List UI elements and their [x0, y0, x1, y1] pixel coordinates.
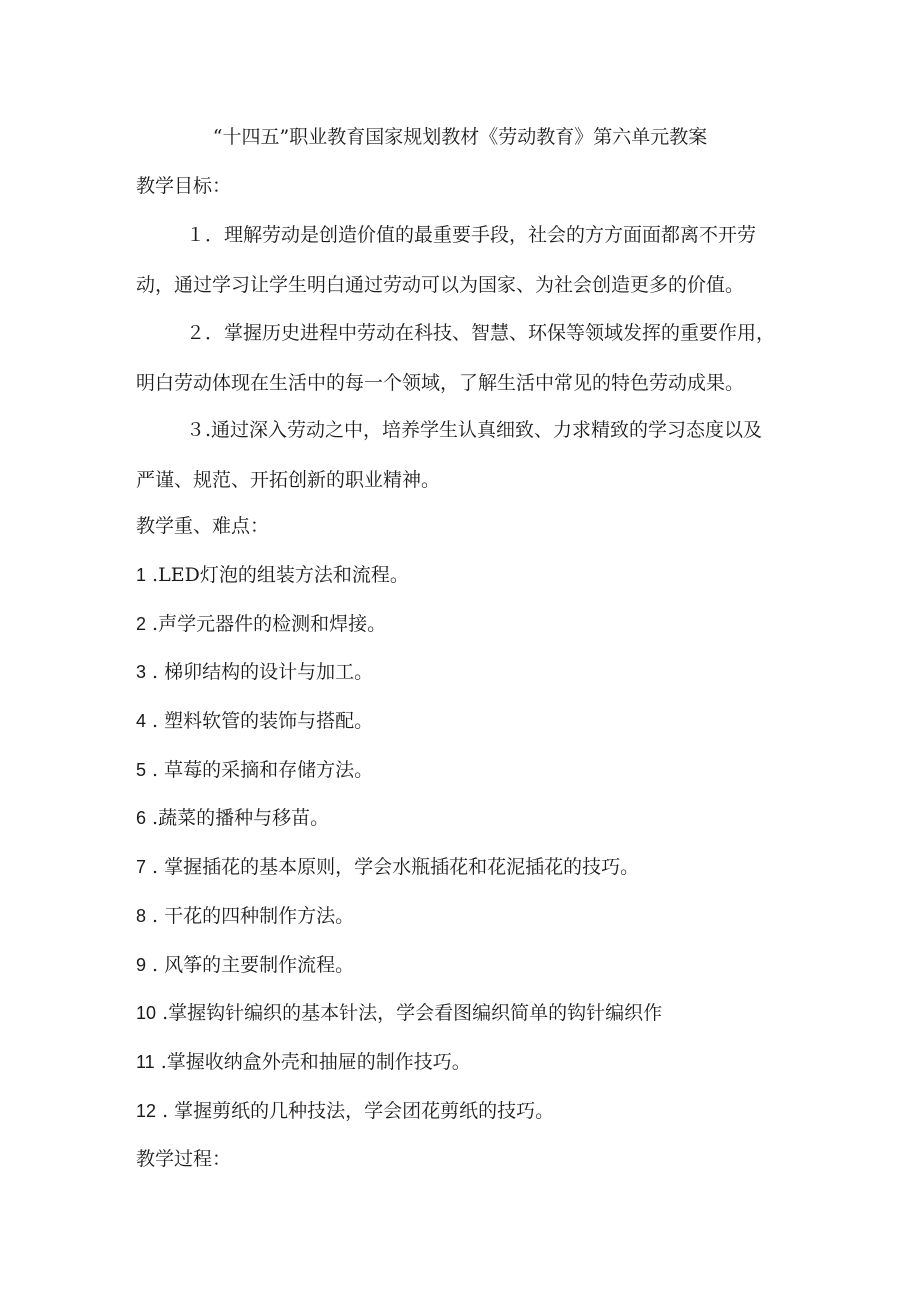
keypoint-text: . 掌握插花的基本原则，学会水瓶插花和花泥插花的技巧。 [146, 856, 640, 878]
objective-3-line-1: ３.通过深入劳动之中，培养学生认真细致、力求精致的学习态度以及 [186, 419, 763, 441]
keypoint-number: 2 [136, 614, 147, 634]
keypoint-number: 12 [136, 1101, 157, 1121]
keypoint-text: . 掌握剪纸的几种技法，学会团花剪纸的技巧。 [156, 1100, 555, 1122]
keypoint-text: . 风筝的主要制作流程。 [146, 954, 355, 976]
process-heading: 教学过程： [136, 1148, 232, 1170]
keypoint-text: . 草莓的采摘和存储方法。 [146, 759, 374, 781]
keypoint-item [136, 903, 354, 929]
keypoint-item [136, 1098, 554, 1124]
keypoint-item [136, 805, 329, 831]
keypoint-item [136, 1049, 471, 1075]
keypoint-number: 8 [136, 906, 147, 926]
keypoint-text: . 干花的四种制作方法。 [146, 905, 355, 927]
keypoint-number: 4 [136, 711, 147, 731]
keypoint-number: 7 [136, 857, 147, 877]
objective-2-line-1: ２．掌握历史进程中劳动在科技、智慧、环保等领域发挥的重要作用， [186, 322, 776, 344]
objective-1-line-2: 动，通过学习让学生明白通过劳动可以为国家、为社会创造更多的价值。 [136, 274, 745, 296]
keypoint-number: 5 [136, 760, 147, 780]
keypoint-item [136, 952, 354, 978]
keypoint-text: . 塑料软管的装饰与搭配。 [146, 710, 374, 732]
keypoint-number: 11 [136, 1052, 155, 1072]
keypoint-text: .掌握钩针编织的基本针法，学会看图编织简单的钩针编织作 [156, 1002, 663, 1024]
keypoint-text: . 梯卯结构的设计与加工。 [146, 661, 374, 683]
keypoint-number: 3 [136, 662, 147, 682]
keypoint-number: 6 [136, 808, 147, 828]
objective-1-line-1: １．理解劳动是创造价值的最重要手段，社会的方方面面都离不开劳 [186, 224, 757, 246]
keypoint-item [136, 659, 373, 685]
keypoint-item [136, 757, 373, 783]
keypoint-number: 9 [136, 955, 147, 975]
document-title: “十四五”职业教育国家规划教材《劳动教育》第六单元教案 [212, 126, 708, 148]
keypoints-heading: 教学重、难点： [136, 515, 270, 537]
keypoint-item [136, 1000, 662, 1026]
objective-2-line-2: 明白劳动体现在生活中的每一个领域，了解生活中常见的特色劳动成果。 [136, 372, 745, 394]
keypoint-text: .掌握收纳盒外壳和抽屉的制作技巧。 [154, 1051, 471, 1073]
objective-paragraph-1 [136, 222, 806, 322]
keypoint-item [136, 611, 386, 637]
keypoint-text: .声学元器件的检测和焊接。 [146, 613, 387, 635]
objectives-heading: 教学目标： [136, 175, 232, 197]
objective-3-line-2: 严谨、规范、开拓创新的职业精神。 [136, 469, 441, 491]
keypoint-number: 1 [136, 565, 147, 585]
keypoint-text: .LED灯泡的组装方法和流程。 [146, 564, 409, 586]
objective-paragraph-2 [136, 320, 806, 420]
objective-paragraph-3 [136, 417, 806, 517]
keypoint-item [136, 562, 409, 588]
keypoint-text: .蔬菜的播种与移苗。 [146, 807, 330, 829]
keypoint-item [136, 708, 373, 734]
keypoint-item [136, 854, 639, 880]
keypoint-number: 10 [136, 1003, 157, 1023]
